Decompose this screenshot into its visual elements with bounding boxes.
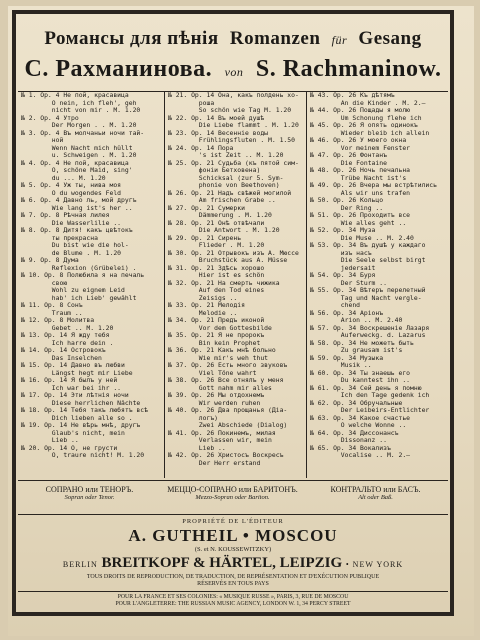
song-entry-line: № 28. Op. 21 Онѣ отвѣчали: [168, 218, 265, 227]
song-entry-line: № 21. Op. 14 Она, какъ полдень хо-: [168, 91, 299, 99]
song-entry-line: Wir werden ruhen: [168, 398, 261, 407]
voice-contralto: [304, 485, 447, 501]
song-entry-line: № 59. Op. 34 Музыка: [310, 353, 384, 362]
song-entry-line: № 11. Op. 8 Сонъ: [21, 301, 83, 309]
title-de: Romanzen: [229, 28, 321, 49]
song-entry-line: № 18. Op. 14 Тебя такъ любятъ всѣ: [21, 406, 148, 414]
song-entry-line: nicht von mir . M. 1.20: [21, 106, 141, 114]
song-entry-line: № 26. Op. 21 Надъ свѣжей могилой: [168, 188, 292, 197]
song-entry-line: O welche Wonne ..: [310, 421, 407, 429]
song-entry-line: Du kanntest ihn ..: [310, 376, 411, 384]
song-entry-line: Ich den Tage gedenk ich: [310, 391, 430, 399]
song-entry-line: Vor meinem Fenster: [310, 143, 411, 152]
song-entry-line: Viel Töne wahrt: [168, 368, 257, 377]
song-entry-line: Der Ring ..: [310, 203, 384, 212]
song-entry-line: Wie lang ist's her ..: [21, 203, 133, 212]
song-entry-line: № 57. Op. 34 Воскрешеніе Лазаря: [310, 323, 430, 332]
song-entry-line: So schön wie Tag M. 1.20: [168, 106, 292, 114]
song-entry-line: № 44. Op. 26 Пощады я молю: [310, 106, 411, 114]
song-entry-line: № 48. Op. 26 Ночь печальна: [310, 166, 411, 174]
song-entry-line: Melodie ..: [168, 308, 238, 317]
song-entry-line: № 61. Op. 34 Сей день я помню: [310, 383, 422, 392]
song-entry-line: Trübe Nacht ist's: [310, 173, 407, 182]
song-entry-line: № 54. Op. 34 Буря: [310, 271, 376, 279]
composer-de: S. Rachmaninow.: [255, 56, 442, 82]
song-entry-line: Lieb ..: [21, 436, 79, 444]
song-entry-line: Traum ..: [21, 308, 83, 317]
song-entry-line: Lieb ..: [168, 443, 226, 452]
title-line-2: [18, 56, 448, 83]
voice-ru: МЕЦЦО-СОПРАНО или БАРИТОНЪ.: [167, 485, 298, 494]
song-entry-line: № 9. Op. 8 Дума: [21, 256, 79, 264]
song-list: [18, 92, 448, 478]
song-entry-line: № 16. Op. 14 Я былъ у ней: [21, 376, 118, 384]
song-entry-line: № 8. Op. 8 Дитя! какъ цвѣтокъ: [21, 226, 133, 234]
song-entry-line: Dämmerung . M. 1.20: [168, 211, 272, 219]
song-entry-line: du ... M. 1.20: [21, 173, 106, 182]
city-newyork: • NEW YORK: [345, 560, 404, 569]
song-entry-line: Gebet .. M. 1.20: [21, 323, 114, 332]
song-entry-line: Du bist wie die hol-: [21, 241, 129, 249]
song-entry-line: № 31. Op. 21 Здѣсь хорошо: [168, 263, 265, 272]
song-entry-line: Wie mir's weh thut: [168, 353, 269, 362]
song-entry-line: № 3. Op. 4 Въ молчаньи ночи тай-: [21, 128, 145, 137]
song-entry-line: de Blume . M. 1.20: [21, 248, 122, 257]
song-entry-line: № 46. Op. 26 У моего окна: [310, 136, 407, 144]
song-entry-line: роша: [168, 98, 215, 107]
song-entry-line: Wieder bleib ich allein: [310, 128, 430, 137]
song-entry-line: Die Muse .. M. 2.40: [310, 233, 414, 242]
song-entry-line: № 50. Op. 26 Кольцо: [310, 196, 384, 204]
song-entry-line: ты прекрасна: [21, 233, 98, 242]
song-entry-line: № 37. Op. 26 Есть много звуковъ: [168, 361, 288, 369]
song-entry-line: № 41. Op. 26 Покинемъ, милая: [168, 428, 276, 437]
song-entry-line: № 25. Op. 21 Судьба (къ пятой сим-: [168, 158, 299, 167]
song-entry-line: № 64. Op. 34 Диссонансъ: [310, 428, 399, 437]
song-entry-line: Die Seele selbst birgt: [310, 256, 426, 264]
song-column-1: [18, 92, 164, 478]
publisher-name: A. GUTHEIL • MOSCOU: [128, 526, 338, 545]
publisher-property: PROPRIÉTÉ DE L'ÉDITEUR: [182, 518, 284, 525]
title-line-1: [18, 28, 448, 50]
song-entry-line: Ich war bei ihr ..: [21, 383, 122, 392]
song-entry-line: № 65. Op. 34 Вокализъ: [310, 443, 391, 452]
rights-line-1: TOUS DROITS DE REPRODUCTION, DE TRADUCTION, DE REPRÉSENTATION ET D'EXÉCUTION PUBLIQUE: [86, 574, 380, 580]
song-entry-line: Die Antwort . M. 1.20: [168, 226, 280, 234]
song-entry-line: ной: [21, 136, 64, 144]
voice-de: Mezzo-Sopran oder Bariton.: [195, 494, 270, 501]
song-entry-line: Flieder . M. 1.20: [168, 241, 265, 249]
song-entry-line: № 63. Op. 34 Какое счастье: [310, 413, 411, 422]
song-entry-line: Wenn Nacht mich hüllt: [21, 143, 133, 152]
song-entry-line: O, schöne Maid, sing': [21, 166, 133, 174]
song-entry-line: № 6. Op. 4 Давно ль, мой другъ: [21, 196, 137, 204]
song-entry-line: № 2. Op. 4 Утро: [21, 113, 79, 122]
song-entry-line: Hier ist es schön: [168, 271, 265, 279]
song-entry-line: Der Herr erstand: [168, 458, 261, 467]
song-entry-line: № 4. Op. 4 Не пой, красавица: [21, 158, 129, 167]
song-entry-line: № 29. Op. 21 Сирень: [168, 233, 242, 242]
voice-de: Sopran oder Tenor.: [64, 494, 115, 501]
publisher-block: [18, 514, 448, 608]
song-entry-line: № 42. Op. 26 Христосъ Воскресъ: [168, 451, 284, 459]
song-entry-line: № 34. Op. 21 Предъ иконой: [168, 316, 265, 324]
song-entry-line: Als wir uns trafen: [310, 188, 411, 197]
song-entry-line: hab' ich Lieb' gewählt: [21, 293, 137, 302]
song-entry-line: № 58. Op. 34 Не можетъ быть: [310, 338, 414, 347]
song-entry-line: Die Wasserlilie ..: [21, 218, 122, 227]
song-entry-line: Dissonanz ..: [310, 436, 387, 444]
song-entry-line: Bin kein Prophet: [168, 338, 261, 347]
song-entry-line: Verlassen wir, mein: [168, 436, 272, 444]
song-entry-line: № 49. Op. 26 Вчера мы встрѣтились: [310, 181, 437, 189]
song-entry-line: Längst hegt mir Liebe: [21, 368, 133, 377]
song-entry-line: Um Schonung flehe ich: [310, 113, 422, 122]
voice-mezzo: [161, 485, 304, 501]
song-column-2: [164, 92, 307, 478]
song-entry-line: Tag und Nacht vergle-: [310, 293, 422, 302]
rights-notice: [18, 574, 448, 588]
song-entry-line: 's ist Zeit .. M. 1.20: [168, 151, 284, 159]
song-entry-line: № 20. Op. 14 О, не грусти: [21, 443, 118, 452]
song-entry-line: Gott nahm mir alles: [168, 383, 272, 392]
song-entry-line: Dich lieben alle so .: [21, 413, 133, 422]
song-entry-line: № 55. Op. 34 Вѣтеръ перелетный: [310, 286, 426, 294]
song-entry-line: Ich harre dein .: [21, 338, 114, 347]
von-label: von: [224, 65, 244, 79]
song-entry-line: № 62. Op. 34 Обручальные: [310, 398, 403, 407]
song-entry-line: phonie von Beethoven): [168, 181, 280, 189]
song-entry-line: Der Sturm ..: [310, 278, 387, 287]
song-entry-line: № 17. Op. 14 Эти лѣтнія ночи: [21, 391, 129, 399]
publisher-breitkopf: BREITKOPF & HÄRTEL, LEIPZIG: [101, 555, 343, 571]
agency-notice: [18, 591, 448, 608]
song-entry-line: Zwei Abschiede (Dialog): [168, 421, 288, 429]
agency-line-1: POUR LA FRANCE ET SES COLONIES: « MUSIQUE RUSSE », PARIS, 3, RUE DE MOSCOU: [117, 594, 349, 600]
song-entry-line: № 40. Op. 26 Два прощанья (Діа-: [168, 406, 288, 414]
song-entry-line: № 19. Op. 14 Не вѣрь мнѣ, другъ: [21, 421, 141, 429]
song-entry-line: Auferweckg. d. Lazarus: [310, 331, 426, 339]
song-entry-line: Wie alles geht ..: [310, 218, 407, 227]
city-berlin: BERLIN: [62, 560, 98, 569]
song-entry-line: № 51. Op. 26 Проходитъ все: [310, 211, 411, 219]
song-entry-line: Vocalise .. M. 2.—: [310, 451, 411, 459]
song-entry-line: jedersait: [310, 263, 376, 272]
song-entry-line: Bruchstück aus A. Müsse: [168, 256, 288, 264]
song-entry-line: фоніи Бетховена): [168, 166, 261, 174]
composer-ru: С. Рахманинова.: [24, 56, 213, 82]
song-entry-line: № 15. Op. 14 Давно въ любви: [21, 361, 125, 369]
song-entry-line: chend: [310, 301, 361, 309]
song-entry-line: Frühlingsfluten . M. 1.50: [168, 136, 295, 144]
agency-line-2: POUR L'ANGLETERRE: THE RUSSIAN MUSIC AGENCY, LONDON W. 1, 34 PERCY STREET: [115, 601, 351, 607]
song-entry-line: № 36. Op. 21 Какъ мнѣ больно: [168, 346, 276, 354]
voice-ru: КОНТРАЛЬТО или БАСЪ.: [330, 485, 421, 494]
song-entry-line: № 39. Op. 26 Мы отдохнемъ: [168, 391, 265, 399]
song-entry-line: Glaub's nicht, mein: [21, 428, 125, 437]
song-entry-line: № 43. Op. 26 Къ дѣтямъ: [310, 91, 395, 99]
song-entry-line: O du wogendes Feld: [21, 188, 122, 197]
song-entry-line: № 33. Op. 21 Мелодія: [168, 301, 245, 309]
song-entry-line: № 27. Op. 21 Сумерки: [168, 203, 245, 212]
publisher-sub: (S. et N. KOUSSEWITZKY): [194, 546, 272, 553]
song-entry-line: An die Kinder . M. 2.—: [310, 98, 426, 107]
rights-line-2: RÉSERVÉS EN TOUS PAYS: [197, 581, 269, 587]
publisher-cities: [18, 555, 448, 572]
song-entry-line: № 12. Op. 8 Молитва: [21, 316, 95, 324]
song-entry-line: № 5. Op. 4 Уж ты, нива моя: [21, 181, 122, 189]
song-entry-line: № 1. Op. 4 Не пой, красавица: [21, 91, 129, 99]
title-ru: Романсы для пѣнія: [44, 28, 219, 49]
song-entry-line: № 45. Op. 26 Я опять одинокъ: [310, 121, 418, 129]
song-entry-line: № 22. Op. 14 Въ моей душѣ: [168, 113, 265, 122]
song-column-3: [306, 92, 449, 478]
song-entry-line: O, traure nicht! M. 1.20: [21, 451, 145, 459]
song-entry-line: Reflexion (Grübelei) .: [21, 263, 137, 272]
song-entry-line: Musik ..: [310, 361, 372, 369]
song-entry-line: Schicksal (zur 5. Sym-: [168, 173, 284, 182]
song-entry-line: № 52. Op. 34 Муза: [310, 226, 376, 234]
voice-soprano: [18, 485, 161, 501]
song-entry-line: Wohl zu eignem Leid: [21, 286, 125, 294]
song-entry-line: Der Morgen . . M. 1.20: [21, 121, 137, 129]
song-entry-line: Am frischen Grabe ..: [168, 196, 276, 204]
song-entry-line: свою: [21, 278, 68, 287]
song-entry-line: Die Fontaine: [310, 158, 387, 167]
song-entry-line: Die Liebe flammt . M. 1.20: [168, 121, 299, 129]
song-entry-line: u. Schweigen . M. 1.20: [21, 151, 137, 159]
song-entry-line: O nein, ich fleh', geh: [21, 98, 137, 107]
song-entry-line: № 10. Op. 8 Полюбила я на печаль: [21, 271, 145, 279]
song-entry-line: Diese herrlichen Nächte: [21, 398, 141, 407]
voice-ru: СОПРАНО или ТЕНОРЪ.: [45, 485, 134, 494]
song-entry-line: изъ насъ: [310, 248, 372, 257]
song-entry-line: № 53. Op. 34 Въ душѣ у каждаго: [310, 241, 426, 249]
song-entry-line: Zeisigs ..: [168, 293, 238, 302]
song-entry-line: № 7. Op. 8 Рѣчная лилея: [21, 211, 110, 219]
song-entry-line: № 56. Op. 34 Аріонъ: [310, 308, 384, 317]
voice-de: Alt oder Baß.: [358, 494, 393, 501]
song-entry-line: Vor dem Gottesbilde: [168, 323, 272, 332]
song-entry-line: Zu grausam ist's: [310, 346, 403, 354]
song-entry-line: логъ): [168, 413, 219, 422]
song-entry-line: Der Leibeirs-Entlichter: [310, 406, 430, 414]
song-entry-line: № 32. Op. 21 На смерть чижика: [168, 278, 280, 287]
title-de-gesang: Gesang: [358, 28, 422, 49]
song-entry-line: № 47. Op. 26 Фонтанъ: [310, 151, 387, 159]
song-entry-line: Das Inselchen: [21, 353, 102, 362]
song-entry-line: № 30. Op. 21 Отрывокъ изъ А. Мюссе: [168, 248, 299, 257]
song-entry-line: № 23. Op. 14 Весенніе воды: [168, 128, 269, 137]
title-de-fur: für: [331, 33, 348, 47]
voice-types: [18, 480, 448, 515]
song-entry-line: № 14. Op. 14 Островокъ: [21, 346, 106, 354]
song-entry-line: № 13. Op. 14 Я жду тебя: [21, 331, 110, 339]
song-entry-line: № 60. Op. 34 Ты знаешь его: [310, 368, 411, 377]
song-entry-line: № 24. Op. 14 Пора: [168, 143, 234, 152]
song-entry-line: № 35. Op. 21 Я не пророкъ: [168, 331, 265, 339]
song-entry-line: Arion .. M. 2.40: [310, 316, 403, 324]
song-entry-line: № 38. Op. 26 Все отнялъ у меня: [168, 376, 284, 384]
song-entry-line: Auf den Tod eines: [168, 286, 265, 294]
